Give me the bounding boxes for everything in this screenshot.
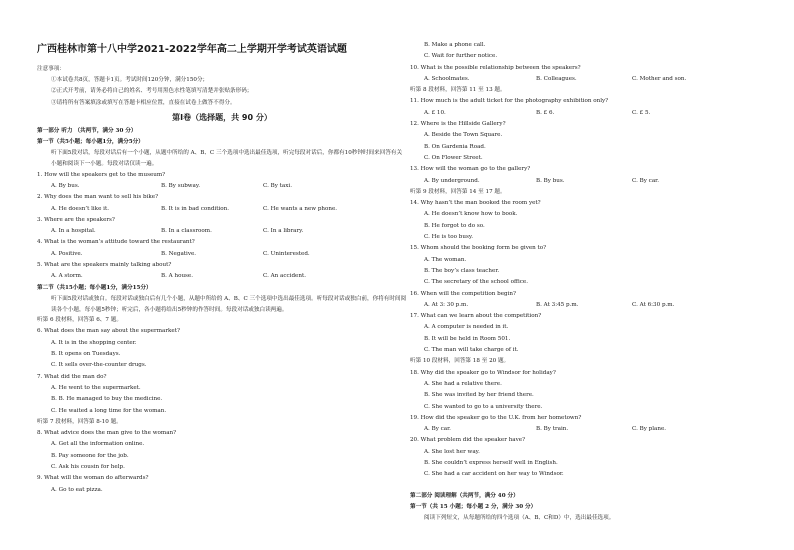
question: 20. What problem did the speaker have?	[410, 437, 526, 444]
option: C. Mother and son.	[632, 75, 687, 82]
option: C. He is too busy.	[424, 234, 474, 241]
option: C. He waited a long time for the woman.	[51, 407, 167, 414]
part2-title: 第二部分 阅读理解（共两节，满分 40 分）	[410, 492, 519, 499]
option: C. On Flower Street.	[424, 154, 483, 161]
part2-sec1-title: 第一节（共 15 小题；每小题 2 分，满分 30 分）	[410, 503, 537, 510]
option: C. Uninterested.	[263, 250, 310, 257]
option: A. Get all the information online.	[51, 441, 145, 448]
material-note: 听第 6 段材料，回答第 6、7 题。	[37, 317, 122, 324]
part2-instructions: 阅读下列短文，从每题所给的四个选项（A、B、C和D）中，选出最佳选项。	[424, 515, 615, 522]
option: B. Negative.	[161, 250, 197, 257]
option: C. An accident.	[263, 273, 306, 280]
option: C. She wanted to go to a university there.	[424, 403, 543, 410]
option: A. £ 10.	[424, 109, 446, 116]
option: A. By underground.	[424, 177, 480, 184]
option: B. The boy’s class teacher.	[424, 267, 500, 274]
material-note: 听第 10 段材料，回答第 18 至 20 题。	[410, 358, 510, 365]
option: C. She had a car accident on her way to Windsor.	[424, 471, 564, 478]
option: B. £ 6.	[536, 109, 555, 116]
part1-sec1-title: 第一节（共5小题；每小题1分，满分5分）	[37, 139, 144, 146]
question: 17. What can we learn about the competition?	[410, 313, 542, 320]
option: B. In a classroom.	[161, 228, 212, 235]
volume-title: 第Ⅰ卷（选择题，共 90 分）	[172, 112, 272, 122]
option: C. He wants a new phone.	[263, 205, 338, 212]
question: 8. What advice does the man give to the woman?	[37, 430, 177, 437]
question: 6. What does the man say about the supermarket?	[37, 328, 180, 335]
question: 14. Why hasn’t the man booked the room yet?	[410, 200, 541, 207]
option: A. He doesn’t like it.	[51, 205, 109, 212]
material-note: 听第 9 段材料，回答第 14 至 17 题。	[410, 188, 506, 195]
question: 3. Where are the speakers?	[37, 216, 115, 223]
options-row	[37, 249, 407, 260]
question: 12. Where is the Hillside Gallery?	[410, 121, 506, 128]
question: 13. How will the woman go to the gallery?	[410, 166, 531, 173]
option: B. It opens on Tuesdays.	[51, 351, 121, 358]
question: 19. How did the speaker go to the U.K. from her hometown?	[410, 414, 582, 421]
options-row	[37, 226, 407, 237]
left-column	[37, 64, 407, 496]
option: C. By car.	[632, 177, 659, 184]
option: B. A house.	[161, 273, 194, 280]
option: B. It will be held in Room 501.	[424, 335, 511, 342]
option: B. It is in bad condition.	[161, 205, 230, 212]
option: C. It sells over-the-counter drugs.	[51, 362, 147, 369]
question: 16. When will the competition begin?	[410, 290, 516, 297]
option: A. He doesn’t know how to book.	[424, 211, 518, 218]
option: C. By plane.	[632, 426, 667, 433]
option: B. By subway.	[161, 182, 201, 189]
option: C. The secretary of the school office.	[424, 279, 528, 286]
options-row	[410, 300, 780, 311]
options-row	[410, 108, 780, 119]
option: B. By train.	[536, 426, 569, 433]
question: 11. How much is the adult ticket for the photography exhibition only?	[410, 98, 609, 105]
notes-label: 注意事项：	[37, 66, 65, 72]
option: A. She had a relative there.	[424, 380, 502, 387]
option: B. She was invited by her friend there.	[424, 392, 534, 399]
option: A. The woman.	[424, 256, 467, 263]
option: A. Go to eat pizza.	[51, 486, 103, 493]
right-column	[410, 40, 780, 524]
part1-sec2-title: 第二节（共15小题；每小题1分，满分15分）	[37, 284, 152, 291]
options-row	[410, 424, 780, 435]
option: B. On Gardenia Road.	[424, 143, 486, 150]
question: 5. What are the speakers mainly talking about?	[37, 262, 172, 269]
option: B. B. He managed to buy the medicine.	[51, 396, 163, 403]
option: A. Schoolmates.	[424, 75, 470, 82]
question: 18. Why did the speaker go to Windsor for holiday?	[410, 369, 556, 376]
option: A. He went to the supermarket.	[51, 384, 141, 391]
option: C. In a library.	[263, 228, 304, 235]
option: C. By taxi.	[263, 182, 292, 189]
note-item: ①本试卷共8页，答题卡1页。考试时间120分钟，满分150分；	[51, 77, 209, 83]
option: B. At 3:45 p.m.	[536, 301, 579, 308]
option: A. At 3: 30 p.m.	[424, 301, 469, 308]
option: A. She lost her way.	[424, 448, 480, 455]
part1-title: 第一部分 听力 （共两节，满分 30 分）	[37, 127, 137, 134]
question: 10. What is the possible relationship between the speakers?	[410, 64, 581, 71]
option: A. In a hospital.	[51, 228, 96, 235]
option: B. He forgot to do so.	[424, 222, 485, 229]
question: 9. What will the woman do afterwards?	[37, 475, 149, 482]
option: A. Positive.	[51, 250, 83, 257]
option: C. Ask his cousin for help.	[51, 463, 125, 470]
material-note: 听第 7 段材料，回答第 8-10 题。	[37, 418, 122, 425]
option: A. A storm.	[51, 273, 83, 280]
part1-sec1-instructions: 听下面5段对话，每段对话后有一个小题，从题中所给的 A、B、C 三个选项中选出最佳选项，听完每段对话后，你都有10秒钟时间来回答有关小题和阅读下一小题。每段对话仅读一遍。	[51, 150, 403, 168]
option: B. Make a phone call.	[424, 42, 486, 48]
option: A. By bus.	[51, 182, 80, 189]
question: 1. How will the speakers get to the museum?	[37, 171, 166, 178]
option: C. The man will take charge of it.	[424, 347, 519, 354]
options-row	[410, 74, 780, 85]
option: C. £ 5.	[632, 109, 651, 116]
option: A. By car.	[424, 426, 451, 433]
option: C. Wait for further notice.	[424, 53, 498, 60]
note-item: ③请将所有答案填涂或填写在答题卡相应位置，直接在试卷上做答不得分。	[51, 99, 236, 106]
options-row	[410, 176, 780, 187]
options-row	[37, 181, 407, 192]
question: 2. Why does the man want to sell his bike?	[37, 194, 159, 201]
exam-title: 广西桂林市第十八中学2021-2022学年高二上学期开学考试英语试题	[37, 44, 347, 55]
material-note: 听第 8 段材料，回答第 11 至 13 题。	[410, 87, 506, 94]
option: C. At 6:30 p.m.	[632, 301, 675, 308]
options-row	[37, 271, 407, 282]
option: A. It is in the shopping center.	[51, 339, 137, 346]
option: B. Colleagues.	[536, 75, 577, 82]
option: B. By bus.	[536, 177, 565, 184]
part1-sec2-instructions: 听下面5段对话或独白。每段对话或独白后有几个小题，从题中所给的 A、B、C 三个选项中选出最佳选项。听每段对话或独白前，你将有时间阅读各个小题，每小题5秒钟；听完后，各小题将给出5秒钟的作答时间。每段对话或独白读两遍。	[51, 295, 407, 313]
option: B. Pay someone for the job.	[51, 452, 129, 459]
question: 4. What is the woman’s attitude toward the restaurant?	[37, 239, 195, 246]
question: 7. What did the man do?	[37, 373, 107, 380]
option: B. She couldn’t express herself well in English.	[424, 459, 558, 466]
note-item: ②正式开考前，请务必将自己的姓名、考号用黑色水性笔填写清楚并张贴条形码；	[51, 88, 253, 95]
question: 15. Whom should the booking form be given to?	[410, 245, 547, 252]
options-row	[37, 204, 407, 215]
option: A. A computer is needed in it.	[424, 324, 509, 331]
option: A. Beside the Town Square.	[424, 132, 503, 139]
